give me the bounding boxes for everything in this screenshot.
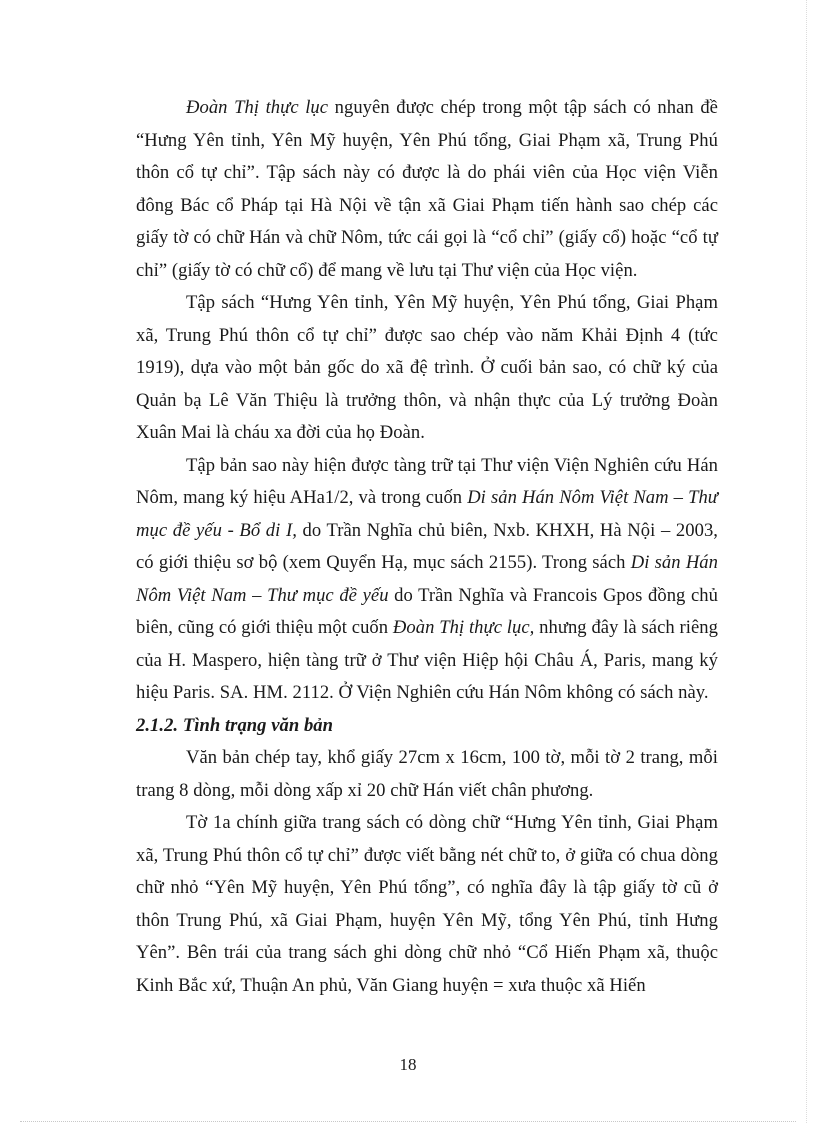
- paragraph-p1: [136, 92, 718, 287]
- paragraph-p5: [136, 807, 718, 1002]
- italic-text-segment: Di sản Hán Nôm Việt Nam – Thư mục đề yếu: [136, 552, 718, 606]
- text-segment: Tờ 1a chính giữa trang sách có dòng chữ “Hưng Yên tỉnh, Giai Phạm xã, Trung Phú thôn cổ tự chỉ” được viết bằng nét chữ to, ở giữa có chua dòng chữ nhỏ “Yên Mỹ huyện, Yên Phú tổng”, có nghĩa đây là tập giấy tờ cũ ở thôn Trung Phú, xã Giai Phạm, huyện Yên Mỹ, tổng Yên Phú, tỉnh Hưng Yên”. Bên trái của trang sách ghi dòng chữ nhỏ “Cổ Hiến Phạm xã, thuộc Kinh Bắc xứ, Thuận An phủ, Văn Giang huyện = xưa thuộc xã Hiến: [136, 812, 718, 996]
- text-segment: Tập bản sao này hiện được tàng trữ tại Thư viện Viện Nghiên cứu Hán Nôm, mang ký hiệu AHa1/2, và trong cuốn: [136, 454, 718, 508]
- paragraph-p3: [136, 450, 718, 710]
- italic-text-segment: Di sản Hán Nôm Việt Nam – Thư mục đề yếu - Bổ di I,: [136, 487, 718, 541]
- page-body: [136, 92, 718, 1002]
- text-segment: do Trần Nghĩa chủ biên, Nxb. KHXH, Hà Nội – 2003, có giới thiệu sơ bộ (xem Quyển Hạ, mục sách 2155). Trong sách: [136, 519, 718, 573]
- text-segment: Văn bản chép tay, khổ giấy 27cm x 16cm, 100 tờ, mỗi tờ 2 trang, mỗi trang 8 dòng, mỗi dòng xấp xỉ 20 chữ Hán viết chân phương.: [136, 747, 718, 801]
- paragraphs-before-heading: [136, 92, 718, 710]
- text-segment: nguyên được chép trong một tập sách có nhan đề “Hưng Yên tỉnh, Yên Mỹ huyện, Yên Phú tổng, Giai Phạm xã, Trung Phú thôn cổ tự chỉ”. Tập sách này có được là do phái viên của Học viện Viễn đông Bác cổ Pháp tại Hà Nội về tận xã Giai Phạm tiến hành sao chép các giấy tờ có chữ Hán và chữ Nôm, tức cái gọi là “cổ chỉ” (giấy cổ) hoặc “cổ tự chỉ” (giấy tờ có chữ cổ) để mang về lưu tại Thư viện của Học viện.: [136, 97, 718, 281]
- page-bottom-divider: [20, 1121, 796, 1122]
- paragraphs-after-heading: [136, 742, 718, 1002]
- text-segment: nhưng đây là sách riêng của H. Maspero, hiện tàng trữ ở Thư viện Hiệp hội Châu Á, Paris, mang ký hiệu Paris. SA. HM. 2112. Ở Viện Nghiên cứu Hán Nôm không có sách này.: [136, 617, 718, 703]
- page-right-divider: [806, 0, 807, 1123]
- page-number: 18: [399, 1055, 417, 1074]
- italic-text-segment: Đoàn Thị thực lục,: [392, 617, 535, 638]
- text-segment: do Trần Nghĩa và Francois Gpos đồng chủ biên, cũng có giới thiệu một cuốn: [136, 584, 718, 638]
- italic-text-segment: Đoàn Thị thực lục: [186, 97, 329, 118]
- text-segment: Tập sách “Hưng Yên tỉnh, Yên Mỹ huyện, Yên Phú tổng, Giai Phạm xã, Trung Phú thôn cổ tự chỉ” được sao chép vào năm Khải Định 4 (tức 1919), dựa vào một bản gốc do xã đệ trình. Ở cuối bản sao, có chữ ký của Quản bạ Lê Văn Thiệu là trưởng thôn, và nhận thực của Lý trưởng Đoàn Xuân Mai là cháu xa đời của họ Đoàn.: [136, 292, 718, 443]
- section-heading: 2.1.2. Tình trạng văn bản: [136, 714, 334, 736]
- paragraph-p4: [136, 742, 718, 807]
- paragraph-p2: [136, 287, 718, 450]
